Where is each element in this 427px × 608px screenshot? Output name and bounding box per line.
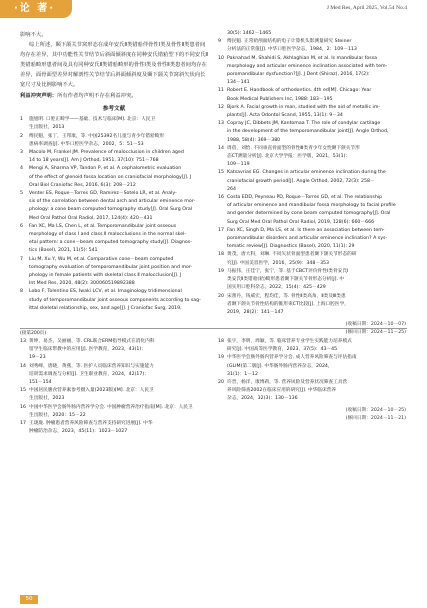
reference-item: [20, 133, 208, 149]
reference-text: [29, 387, 208, 403]
reference-line: 患病率调查[J]. 中华口腔医学杂志，2002，5：51－53: [29, 141, 144, 147]
reference-line: 杂志，2024，32(3)：130－136: [227, 396, 298, 402]
reference-number: 2: [20, 133, 23, 139]
reference-text: [29, 165, 208, 190]
section-divider: [20, 328, 407, 329]
reference-line: Book Medical Publishers Inc, 1988: 183－195: [227, 96, 333, 102]
reference-line: 施旭明. 口腔正畸学——基础、技术与临床[M]. 北京：人民卫: [29, 117, 156, 123]
bottom-received-date: (收稿日期：2024－10－25): [345, 407, 406, 413]
reference-number: 9: [218, 39, 221, 45]
reference-line: poromandibular disorders and articular eminence inclination? A sys-: [227, 236, 388, 242]
received-date: (收稿日期：2024－10－07): [345, 322, 406, 328]
reference-line: study of temporomandibular joint osseous components according to sag-: [29, 297, 201, 303]
reference-line: Int Med Res, 2020, 48(2): 300060519892388: [29, 281, 135, 287]
reference-line: ittal skeletal relationship, sex, and age[J]. J Craniofac Surg, 2019,: [29, 305, 182, 311]
left-column: [20, 30, 208, 313]
reference-line: 中国居民膳食营养素参考摄入量(2023版)[M]. 北京：人民卫: [29, 388, 154, 394]
reference-line: 31(1)：1－12: [227, 371, 258, 377]
reference-line: Copray JC, Dibbets JM, Kantomaa T. The role of condylar cartilage: [227, 121, 381, 127]
reference-line: 养风险筛查2002在临床应用的研究[J]. 中华临床营养: [227, 388, 337, 394]
reference-line: tics (Basel), 2021, 11(5): 541: [29, 248, 98, 254]
reference-number: 13: [20, 339, 26, 344]
reference-line: morphology and articular eminence inclination associated with tem-: [227, 63, 388, 69]
reference-line: Katsavrias EG. Changes in articular eminence inclination during the: [227, 170, 386, 176]
reference-text: [227, 55, 406, 88]
reference-item: [20, 223, 208, 256]
reference-item: [218, 87, 406, 103]
reference-line: 王珑珑. 肿瘤患者营养风险筛查与营养支持研究进展[J]. 中华: [29, 421, 153, 427]
bottom-left-reference-list: [20, 338, 208, 436]
reference-item: [218, 104, 406, 120]
reference-line: 马振伟，庄佳宁，张宁，等. 基于CBCT评价骨性Ⅰ类骨安氏Ⅰ: [227, 268, 349, 274]
reference-text: [29, 420, 208, 436]
reference-line: Oral Biol Craniofac Res, 2016, 6(3): 208－212: [29, 182, 136, 188]
reference-line: tomography evaluation of temporomandibular joint position and mor-: [29, 264, 193, 270]
reference-item: [218, 145, 406, 170]
reference-item: [218, 120, 406, 145]
reference-number: 4: [20, 166, 23, 172]
section-badge: ·论 著·: [0, 0, 72, 18]
reference-number: 6: [20, 223, 23, 229]
reference-line: 态CT测量分析[J]. 北京大学学报：医学版，2021，53(1)：: [227, 154, 351, 160]
reference-text: [227, 38, 406, 54]
reference-item: [20, 404, 208, 420]
reference-line: 生出版社，2020：15－22: [29, 412, 86, 418]
reference-line: 肿瘤防治杂志，2023，45(11)：1023－1027: [29, 429, 128, 435]
reference-item: [20, 363, 208, 388]
reference-number: 13: [218, 121, 224, 127]
reference-line: plants[J]. Acta Odontol Scand, 1955, 13(1): 9－34: [227, 113, 343, 119]
reference-line: phology in female patients with skeletal class Ⅱ malocclusion[J]. J: [29, 273, 182, 279]
reference-number: 18: [218, 339, 224, 344]
reference-number: 20: [218, 380, 224, 386]
reference-line: 生出版社，2023: [29, 396, 65, 402]
reference-line: 109－119: [227, 162, 250, 168]
reference-line: 中国中华医学会肠外肠内营养学分会. 中国肿瘤营养治疗指南[M]. 北京：人民卫: [29, 404, 193, 410]
references-title: 参考文献: [102, 106, 126, 112]
reference-text: [227, 227, 406, 252]
reference-line: etal pattern: a cone－beam computed tomography study[J]. Diagnos-: [29, 240, 192, 246]
reference-line: Costa EDD, Peyneau PD, Roque－Torres GD, et al. The relationship: [227, 195, 383, 201]
reference-number: 19: [218, 355, 224, 361]
reference-text: [29, 338, 208, 363]
revised-date: (修回日期：2024－11－25): [345, 330, 406, 336]
reference-number: 15: [20, 388, 26, 394]
reference-text: [227, 120, 406, 145]
reference-item: [20, 190, 208, 223]
reference-line: poromandibular dysfunction?[J]. J Dent (Shiraz), 2016, 17(2):: [227, 72, 370, 78]
reference-text: [227, 104, 406, 120]
reference-item: [218, 268, 406, 293]
reference-text: [227, 169, 406, 194]
reference-line: Liu M, Xu Y, Wu M, et al. Comparative cone－beam computed: [29, 256, 174, 262]
reference-number: [218, 30, 227, 38]
reference-line: 134－141: [227, 80, 250, 86]
reference-line: sis of the correlation between dental arch and articular eminence mor-: [29, 199, 196, 205]
reference-item: [20, 116, 208, 132]
reference-line: tematic review[J]. Diagnostics (Basel), 2020, 11(1): 29: [227, 244, 355, 250]
reference-line: 傅民魁，张丁，王邦康，等. 中国25392名儿童与青少年错𬌗畸形: [29, 133, 165, 139]
reference-line: 1988, 58(4): 369－380: [227, 137, 281, 143]
reference-text: [227, 268, 406, 293]
right-reference-list: [218, 30, 406, 317]
reference-line: 264: [227, 186, 236, 192]
reference-item: [218, 227, 406, 252]
para-continuation: 影响不大。: [20, 32, 47, 38]
reference-line: 研究[J]. 中国高等医学教育，2023，37(5)：43－45: [227, 347, 338, 353]
reference-item: [218, 169, 406, 194]
reference-number: 19: [218, 268, 224, 274]
reference-line: phology: a cone beam computed tomography study[J]. Oral Surg Oral: [29, 207, 193, 213]
reference-item: [20, 165, 208, 190]
reference-text: [227, 87, 406, 103]
reference-line: craniofacial growth period[J]. Angle Orthod, 2002, 72(3): 258－: [227, 178, 375, 184]
reference-item: [218, 55, 406, 88]
page-header: [0, 0, 427, 26]
reference-text: [29, 223, 208, 256]
reference-line: 傅民魁. 正常𬌗颅面结构的电子计算机头影测量研究 Steiner: [227, 39, 352, 45]
reference-line: 周蓓，刘怡. 不同垂直骨面型的骨性Ⅲ类青少年女性颞下颌关节形: [227, 145, 360, 151]
reference-line: 究[J]. 中国美容医学，2016，25(9)：348－353: [227, 260, 330, 266]
reference-text: [29, 190, 208, 223]
reference-item: [218, 30, 406, 38]
reference-item: [20, 338, 208, 363]
page-number: 50: [20, 595, 38, 604]
reference-number: 20: [218, 293, 224, 299]
reference-text: [227, 30, 406, 38]
left-reference-list: [20, 116, 208, 313]
reference-line: 2019，28(2)：141－147: [227, 309, 284, 315]
reference-item: [218, 379, 406, 404]
reference-text: [227, 251, 406, 267]
reference-number: 16: [20, 404, 26, 410]
reference-item: [218, 251, 406, 267]
reference-number: 15: [218, 170, 224, 176]
reference-number: 11: [218, 88, 224, 94]
reference-text: [227, 293, 406, 318]
reference-line: Med Oral Pathol Oral Radiol, 2017, 124(4): 420－431: [29, 215, 153, 221]
reference-line: Robert E. Handbook of orthodontics. 4th ed[M]. Chicago: Year: [227, 88, 372, 94]
right-column: [218, 30, 406, 338]
reference-line: of articular eminence and mandibular fossa morphology to facial profile: [227, 203, 396, 209]
reference-line: Fan XC, Singh D, Ma LS, et al. Is there an association between tem-: [227, 227, 385, 233]
reference-line: Surg Oral Med Oral Pathol Oral Radiol, 2019, 128(6): 660－666: [227, 219, 375, 225]
reference-number: 10: [218, 55, 224, 61]
reference-line: Lobo F, Tolentino ES, Iwaki LCV, et al. Imaginology tridimensional: [29, 289, 182, 295]
reference-text: [29, 404, 208, 420]
reference-text: [227, 338, 406, 354]
conclusion-paragraph: 综上所述，颞下颌关节窝形态在成年安氏Ⅱ类错𬌗伴骨性Ⅰ类及骨性Ⅱ类患者间均存在差异，其中功能性关节结节后斜面倾斜度在同种安氏错𬌗型下的不同安氏Ⅱ类错𬌗畸形患者间及具有同种安氏Ⅱ类错𬌗畸形的骨性Ⅰ类及骨性Ⅱ类患者间均存在差异，面骨面型差异对解剖性关节结节后斜面倾斜度及颞下颌关节窝斜矢状向长宽尺寸及比例影响不大。: [20, 42, 209, 88]
reference-line: 黄茂，唐大科，刘琳. 不同矢状骨面型患者颞下颌关节形态的研: [227, 252, 357, 258]
reference-number: 17: [218, 227, 224, 233]
reference-text: [227, 379, 406, 404]
reference-text: [29, 288, 208, 313]
reference-line: 宋蕾丹，钱威宏，程均佳，等. 骨性Ⅱ类高角、Ⅱ类及Ⅲ类患: [227, 293, 346, 299]
reference-line: 许晋，杨洋，康博莉，等. 营养风险及营养状况筛查工具营: [227, 380, 348, 386]
reference-line: Paknahad M, Shahidi S, Akhlaghian M, et al. Is mandibular fossa: [227, 55, 378, 61]
reference-line: 者颞下颌关节骨性结构的锥形束CT比较[J]. 上海口腔医学，: [227, 301, 349, 307]
reference-line: 19－23: [29, 355, 46, 361]
reference-number: 7: [20, 256, 23, 262]
reference-text: [29, 363, 208, 388]
reference-number: 14: [218, 145, 224, 151]
reference-line: 国实用口腔科杂志，2022，15(4)：425－429: [227, 285, 326, 291]
reference-item: [20, 288, 208, 313]
reference-item: [218, 38, 406, 54]
reference-line: in the development of the temporomandibular joint[J]. Angle Orthod,: [227, 129, 389, 135]
reference-line: (GLIM)第二版[J]. 中华肠外肠内营养杂志，2024，: [227, 363, 333, 369]
reference-line: 类安氏Ⅱ类错𬌗(𬌗)畸形患者颞下颌关节骨形态分析[J]. 中: [227, 277, 345, 283]
continued-note: (接第200页): [20, 331, 47, 336]
reference-number: 8: [20, 289, 23, 295]
reference-item: [218, 293, 406, 318]
reference-line: 刘秀峰，唐晓，黄燕，等. 医护人员临床营养知识与实施能力: [29, 363, 154, 369]
reference-item: [218, 338, 406, 354]
reference-line: 14 to 18 years[J]. Am J Orthod, 1951, 37(10): 751－768: [29, 158, 159, 164]
reference-number: 3: [20, 150, 23, 156]
bottom-left-column: [20, 338, 208, 436]
reference-line: Fan XC, Ma LS, Chen L, et al. Temporomandibular joint osseous: [29, 223, 177, 229]
bottom-revised-date: (修回日期：2024－11－21): [345, 415, 406, 421]
bottom-right-column: [218, 338, 406, 423]
reference-text: [29, 116, 208, 132]
reference-line: 中华医学会肠外肠内营养学分会. 成人营养风险筛查与评估指南: [227, 355, 357, 361]
reference-item: [20, 149, 208, 165]
bottom-right-reference-list: [218, 338, 406, 404]
reference-item: [20, 387, 208, 403]
reference-item: [20, 420, 208, 436]
conflict-label: 利益冲突声明：: [20, 93, 58, 99]
reference-number: 5: [20, 191, 23, 197]
reference-number: 14: [20, 363, 26, 369]
reference-text: [29, 149, 208, 165]
reference-line: 培训需求调查与分析[J]. 卫生职业教育，2024，42(17)：: [29, 371, 149, 377]
reference-text: [29, 256, 208, 289]
journal-citation: J Med Res, April 2025, Vol.54 No.4: [326, 5, 407, 11]
reference-line: 30(5): 1462－1465: [227, 31, 272, 36]
reference-number: 18: [218, 252, 224, 258]
reference-item: [20, 256, 208, 289]
reference-line: 黄坤，易杰，吴丽丽，等. CRL联合ERM指导模式在消化内科: [29, 339, 155, 344]
reference-line: Venter ES, Roque－Torres GD, Ramirez－Sotelo LR, et al. Analy-: [29, 191, 177, 197]
reference-item: [218, 194, 406, 227]
reference-line: of the effect of glenoid fossa location on craniofacial morphology[J]. J: [29, 174, 192, 180]
reference-line: Mengi A, Sharma VP, Tandon P, et al. A cephalometric evaluation: [29, 166, 182, 172]
conflict-text: 所有作者均声明不存在利益冲突。: [57, 93, 137, 99]
reference-number: 1: [20, 117, 23, 123]
reference-text: [29, 133, 208, 149]
reference-item: [218, 354, 406, 379]
reference-number: 16: [218, 195, 224, 201]
conflict-statement: [20, 92, 208, 101]
reference-text: [227, 354, 406, 379]
reference-line: morphology of class Ⅰ and class Ⅱ malocclusions in the normal skel-: [29, 232, 187, 238]
reference-text: [227, 145, 406, 170]
reference-line: 分析法的正常值[J]. 中华口腔医学杂志，1984，2：109－113: [227, 47, 357, 53]
reference-line: 生出版社，2013: [29, 125, 65, 131]
reference-line: Macolo M, Frankel JM. Prevalence of malocclusion in children aged: [29, 150, 184, 156]
reference-line: 张宇，李明，周颖，等. 临床营养专业学生实践能力培养模式: [227, 339, 352, 344]
reference-line: 留学生临床带教中的应用[J]. 医学教育，2023，43(1)：: [29, 347, 146, 353]
reference-line: Bjork A. Facial growth in man, studied with the aid of metallic im-: [227, 104, 381, 110]
reference-line: 151－154: [29, 380, 52, 386]
reference-text: [227, 194, 406, 227]
reference-number: 12: [218, 104, 224, 110]
reference-number: 17: [20, 421, 26, 427]
reference-line: and gender determined by cone beam computed tomography[J]. Oral: [227, 211, 391, 217]
